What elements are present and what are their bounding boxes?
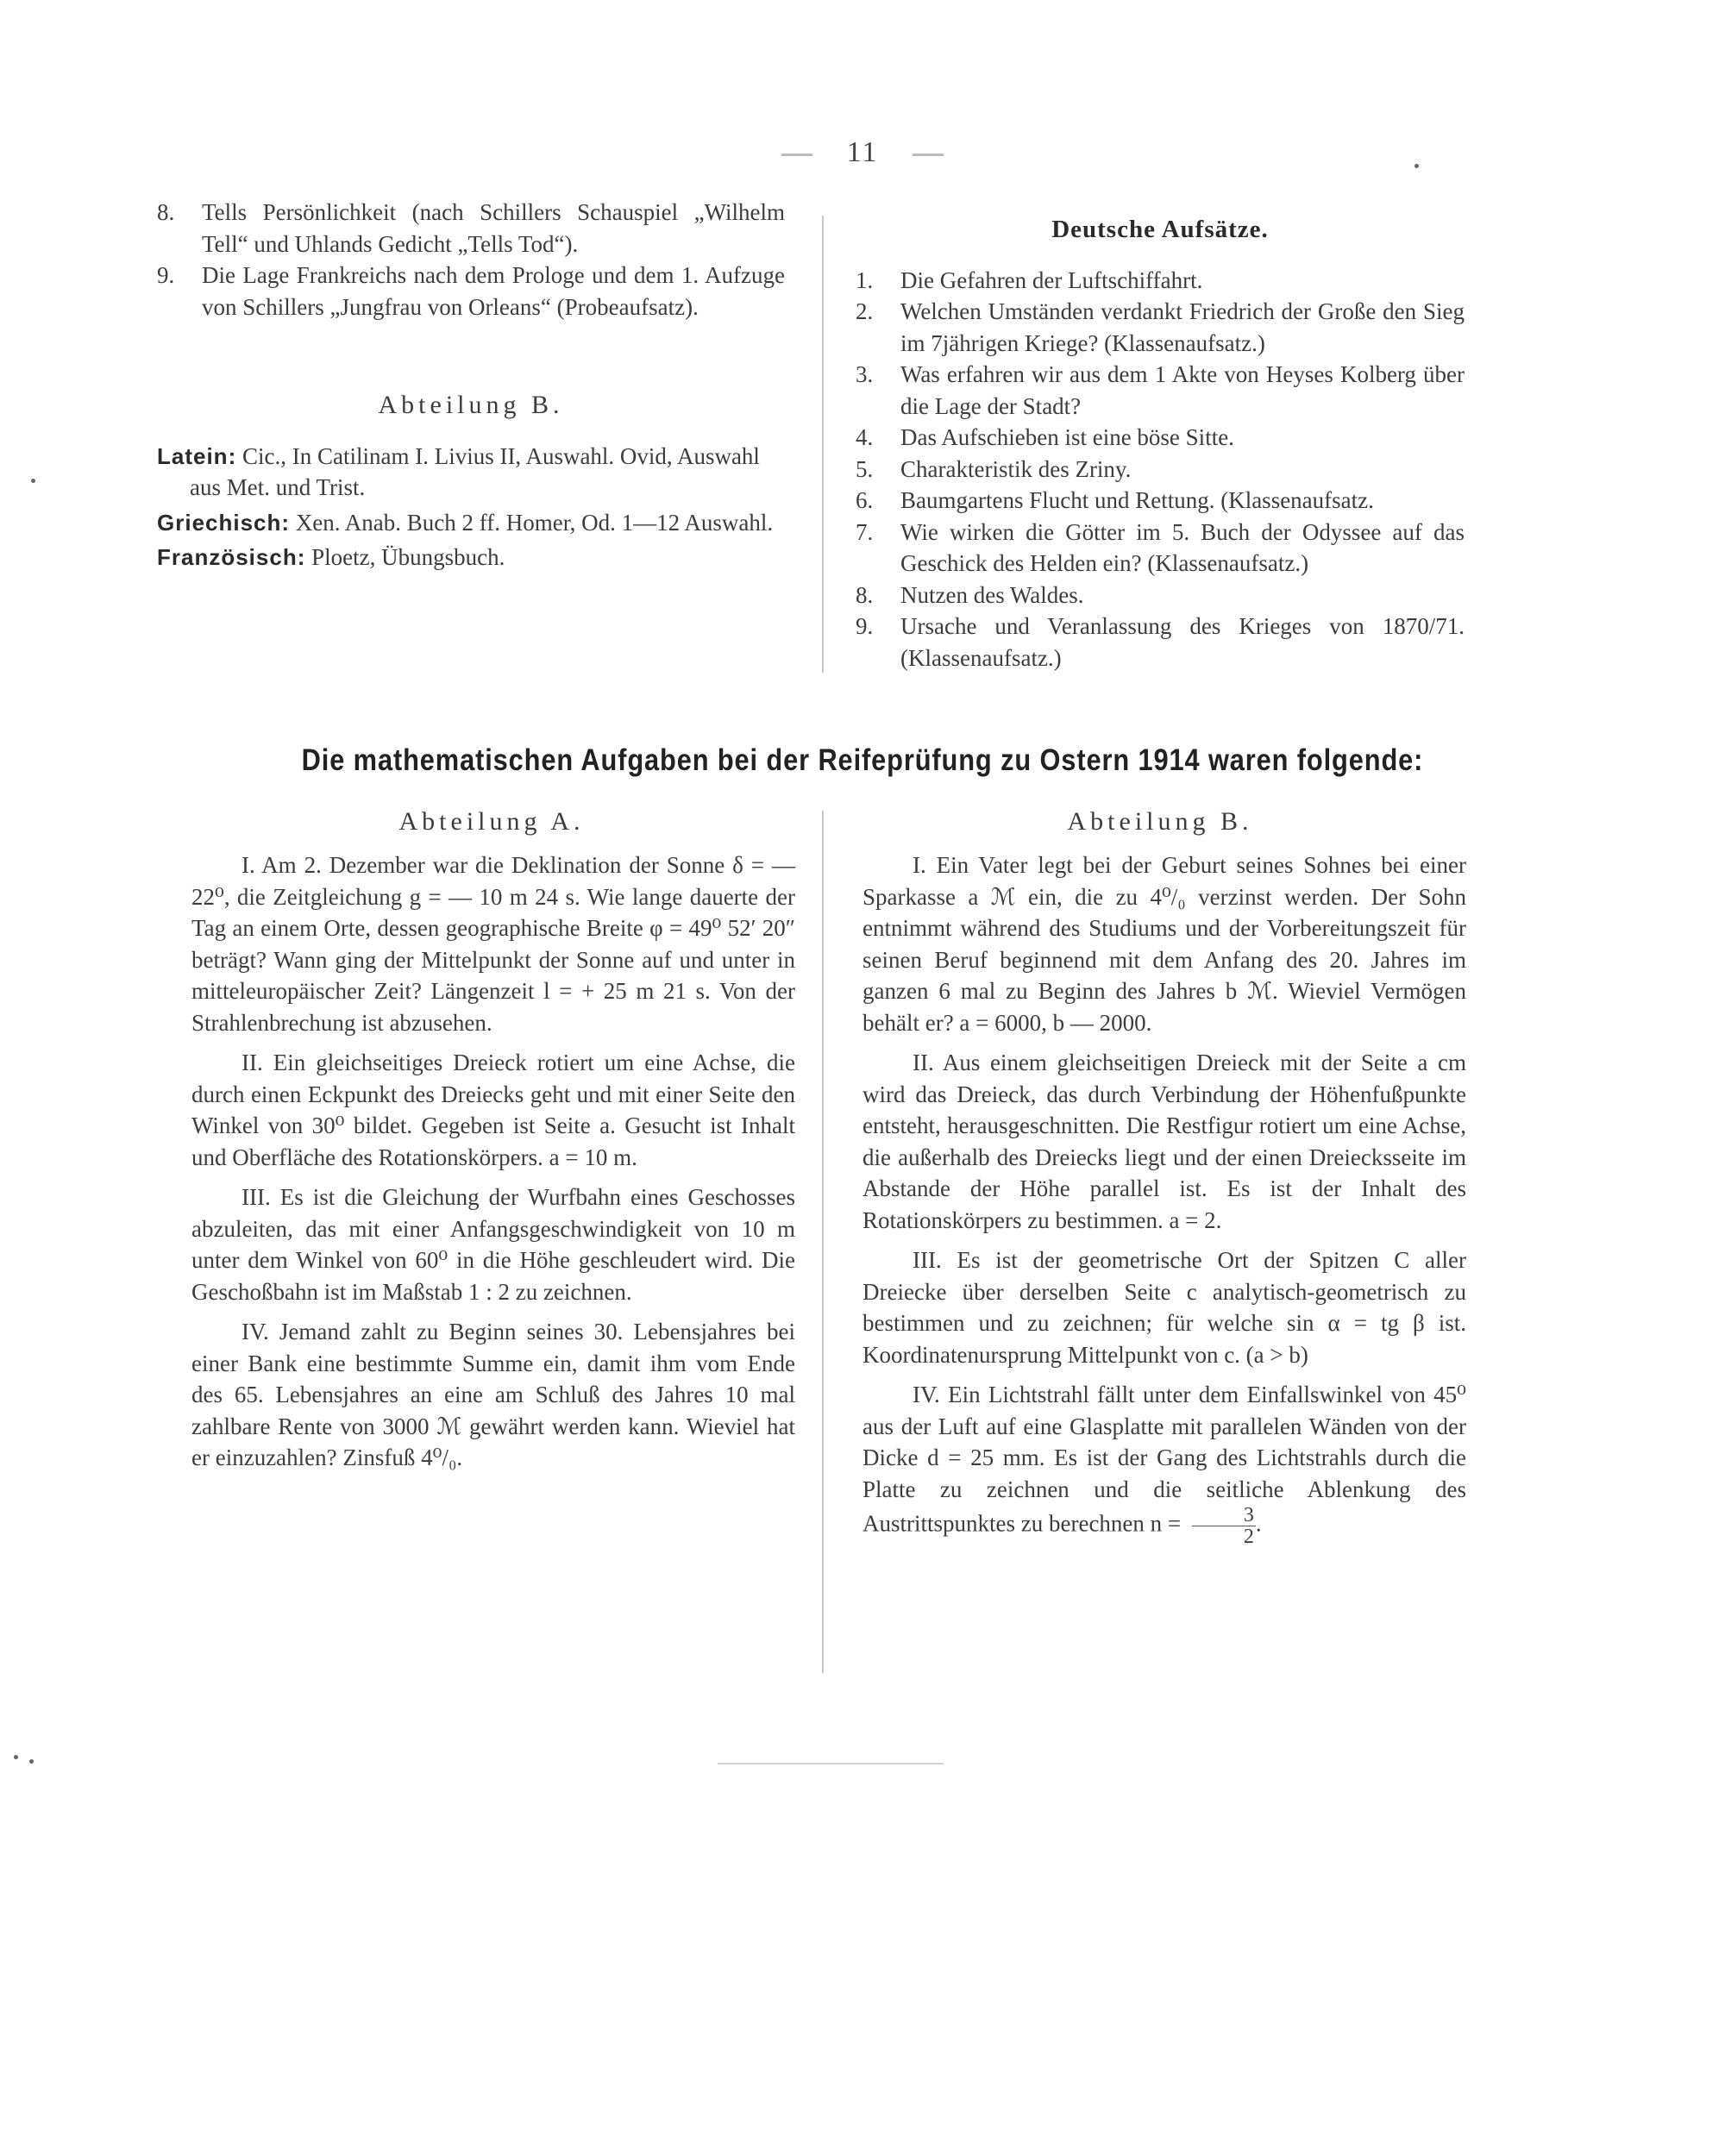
section-heading-abteilung-b: Abteilung B.: [378, 391, 564, 419]
scan-speck: [31, 479, 35, 483]
item-text: Baumgartens Flucht und Rettung. (Klassenaufsatz.: [900, 487, 1374, 513]
essay-item-3: [856, 359, 1465, 422]
problem-a-1: I. Am 2. Dezember war die Deklination der Sonne δ = — 22⁰, die Zeitgleichung g = — 10 m 24 s. Wie lange dauerte der Tag an einem Orte, dessen geographische Breite φ = 49⁰ 52′ 20″ beträgt? Wann ging der Mittelpunkt der Sonne auf und unter in mitteleuropäischer Zeit? Längenzeit l = + 25 m 21 s. Von der Strahlenbrechung ist abzusehen.: [191, 852, 795, 1036]
math-section-title: Die mathematischen Aufgaben bei der Reifeprüfung zu Ostern 1914 waren folgende:: [301, 743, 1424, 777]
item-number: 9.: [157, 262, 175, 288]
subject-text: Xen. Anab. Buch 2 ff. Homer, Od. 1—12 Auswahl.: [295, 509, 774, 536]
item-text: Ursache und Veranlassung des Krieges von 1870/71. (Klassenaufsatz.): [900, 613, 1465, 671]
item-text: Das Aufschieben ist eine böse Sitte.: [900, 424, 1234, 450]
item-number: 2.: [856, 298, 874, 324]
math-column-b: [862, 849, 1466, 1556]
item-number: 7.: [856, 518, 874, 545]
item-text: Nutzen des Waldes.: [900, 581, 1084, 608]
item-text: Was erfahren wir aus dem 1 Akte von Heyses Kolberg über die Lage der Stadt?: [900, 361, 1465, 419]
scan-speck: [14, 1755, 18, 1759]
problem-b-1: I. Ein Vater legt bei der Geburt seines Sohnes bei einer Sparkasse a ℳ ein, die zu 4⁰/₀ verzinst werden. Der Sohn entnimmt während des Studiums und der Vorbereitungszeit für seinen Beruf beginnend mit dem Anfang des 20. Jahres im ganzen 6 mal zu Beginn des Jahres b ℳ. Wieviel Vermögen behält er? a = 6000, b — 2000.: [862, 852, 1466, 1036]
column-divider-bottom: [822, 811, 824, 1673]
item-text: Charakteristik des Zriny.: [900, 455, 1132, 482]
item-number: 3.: [856, 361, 874, 387]
column-divider-top: [822, 216, 824, 673]
essay-item-8: [157, 197, 785, 260]
subject-text: Ploetz, Übungsbuch.: [311, 544, 505, 570]
item-text: Wie wirken die Götter im 5. Buch der Odyssee auf das Geschick des Helden ein? (Klassenaufsatz.): [900, 518, 1465, 576]
scan-speck: [29, 1759, 34, 1764]
subject-franzoesisch: [157, 542, 785, 573]
problem-b-4-suffix: .: [1255, 1510, 1262, 1537]
subject-latein: [157, 441, 785, 504]
heading-abteilung-a: Abteilung A.: [398, 807, 585, 836]
math-column-a: [191, 849, 795, 1482]
page-number: [0, 136, 1725, 169]
essay-item-1: [856, 265, 1465, 297]
problem-b-4-text: IV. Ein Lichtstrahl fällt unter dem Einfallswinkel von 45⁰ aus der Luft auf eine Glasplatte mit parallelen Wänden von der Dicke d = 25 mm. Es ist der Gang des Lichtstrahls durch die Platte zu zeichnen und die seitliche Ablenkung des Austrittspunktes zu berechnen n =: [862, 1382, 1466, 1537]
top-left-column: [157, 197, 785, 577]
ornament-dash-left: [781, 154, 812, 156]
item-text: Die Lage Frankreichs nach dem Prologe und dem 1. Aufzuge von Schillers „Jungfrau von Orleans“ (Probeaufsatz).: [202, 262, 785, 320]
problem-b-2: II. Aus einem gleichseitigen Dreieck mit der Seite a cm wird das Dreieck, das durch Verbindung der Höhenfußpunkte entsteht, herausgeschnitten. Die Restfigur rotiert um eine Achse, die außerhalb des Dreiecks liegt und der einen Dreiecksseite im Abstande der Höhe parallel ist. Es ist der Inhalt des Rotationskörpers zu bestimmen. a = 2.: [862, 1050, 1466, 1233]
item-number: 8.: [856, 581, 874, 608]
page-number-text: 11: [846, 136, 879, 168]
essay-item-9: [157, 260, 785, 323]
fraction-denominator: 2: [1243, 1526, 1254, 1548]
fraction-three-halves: [1192, 1505, 1256, 1547]
item-number: 5.: [856, 455, 874, 482]
subject-label: Latein:: [157, 442, 237, 469]
problem-a-3: III. Es ist die Gleichung der Wurfbahn eines Geschosses abzuleiten, das mit einer Anfangsgeschwindigkeit von 10 m unter dem Winkel von 60⁰ in die Höhe geschleudert wird. Die Geschoßbahn ist im Maßstab 1 : 2 zu zeichnen.: [191, 1184, 795, 1305]
item-text: Die Gefahren der Luftschiffahrt.: [900, 266, 1203, 293]
problem-b-4: [862, 1379, 1466, 1547]
item-number: 9.: [856, 613, 874, 639]
essay-item-9: [856, 611, 1465, 674]
essay-item-2: [856, 296, 1465, 359]
problem-b-3: III. Es ist der geometrische Ort der Spitzen C aller Dreiecke über derselben Seite c analytisch-geometrisch zu bestimmen und zu zeichnen; für welche sin α = tg β ist. Koordinatenursprung Mittelpunkt von c. (a > b): [862, 1247, 1466, 1368]
essay-item-5: [856, 454, 1465, 486]
item-text: Tells Persönlichkeit (nach Schillers Schauspiel „Wilhelm Tell“ und Uhlands Gedicht „Tells Tod“).: [202, 199, 785, 257]
fraction-numerator: 3: [1192, 1505, 1256, 1526]
section-heading-deutsche-aufsaetze: Deutsche Aufsätze.: [1051, 216, 1269, 243]
item-number: 4.: [856, 424, 874, 450]
problem-a-2: II. Ein gleichseitiges Dreieck rotiert um eine Achse, die durch einen Eckpunkt des Dreiecks geht und mit einer Seite den Winkel von 30⁰ bildet. Gegeben ist Seite a. Gesucht ist Inhalt und Oberfläche des Rotationskörpers. a = 10 m.: [191, 1050, 795, 1170]
essay-item-6: [856, 485, 1465, 517]
top-right-column: [856, 214, 1465, 674]
item-text: Welchen Umständen verdankt Friedrich der Große den Sieg im 7jährigen Kriege? (Klassenaufsatz.): [900, 298, 1465, 356]
item-number: 8.: [157, 199, 175, 225]
scan-speck: [1414, 164, 1419, 168]
subject-text: Cic., In Catilinam I. Livius II, Auswahl. Ovid, Auswahl aus Met. und Trist.: [190, 442, 760, 500]
subject-griechisch: [157, 507, 785, 539]
closing-rule: [718, 1763, 944, 1764]
essay-item-4: [856, 422, 1465, 454]
essay-item-7: [856, 517, 1465, 580]
ornament-dash-right: [913, 154, 944, 156]
problem-a-4: IV. Jemand zahlt zu Beginn seines 30. Lebensjahres bei einer Bank eine bestimmte Summe ein, damit ihm vom Ende des 65. Lebensjahres an eine am Schluß des Jahres 10 mal zahlbare Rente von 3000 ℳ gewährt werden kann. Wieviel hat er einzuzahlen? Zinsfuß 4⁰/₀.: [191, 1319, 795, 1470]
heading-abteilung-b: Abteilung B.: [1067, 807, 1253, 836]
subject-label: Griechisch:: [157, 509, 291, 536]
subject-label: Französisch:: [157, 544, 306, 570]
item-number: 1.: [856, 266, 874, 293]
item-number: 6.: [856, 487, 874, 513]
essay-item-8: [856, 580, 1465, 611]
